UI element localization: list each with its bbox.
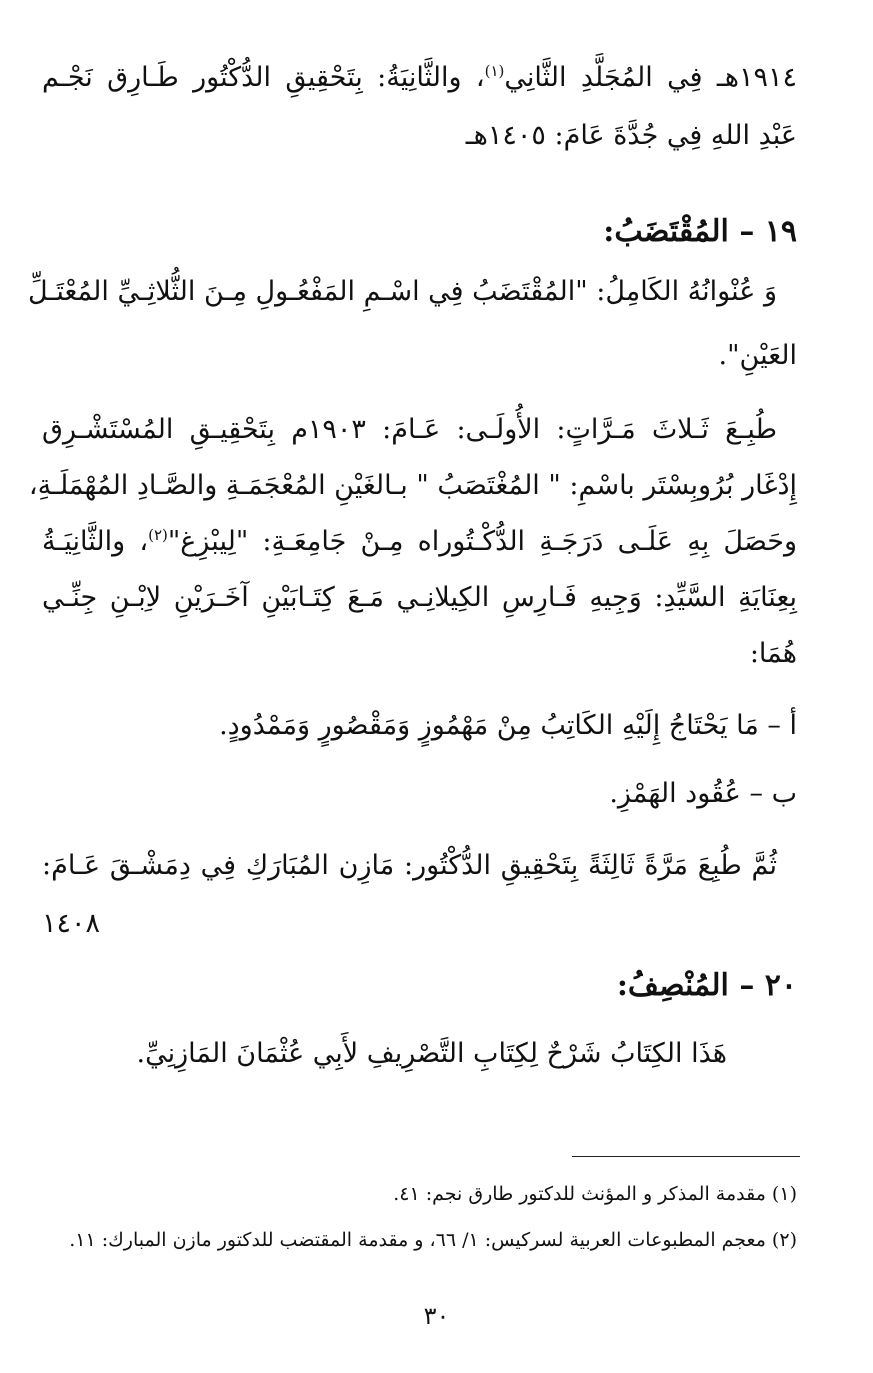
text-line-7: [42, 522, 797, 562]
list-item-b: ب – عُقُود الهَمْزِ.: [609, 778, 797, 809]
section-heading-20: ٢٠ – المُنْصِفُ:: [616, 968, 797, 1003]
footnote-ref-2[interactable]: (٢): [148, 526, 168, 544]
text-line-13: ١٤٠٨: [42, 908, 101, 939]
text-line-5: طُبِـعَ ثَـلاثَ مَـرَّاتٍ: الأُولَـى: عَـامَ: ١٩٠٣م بِتَحْقِيـقِ المُسْتَشْـرِق: [42, 414, 777, 445]
text-line-8: بِعِنَايَةِ السَّيِّدِ: وَجِيهِ فَـارِسِ الكِيلانِـي مَـعَ كِتَـابَيْنِ آخَـرَيْنِ لاِبْـنِ جِنِّـي: [42, 582, 797, 613]
text-line-6: إِدْغَار بُرُوبِسْتَر باسْمِ: " المُغْتَصَبُ " بـالغَيْنِ المُعْجَمَـةِ والصَّـادِ المُهْمَلَـةِ،: [28, 470, 797, 501]
text-line-4: العَيْنِ".: [718, 340, 797, 371]
line-7-part-a: وحَصَلَ بِهِ عَلَـى دَرَجَـةِ الدُّكْـتُوراه مِـنْ جَامِعَـةِ: "لِيبْزِغ": [167, 526, 797, 557]
line-1-part-b: ، والثَّانِيَةُ: بِتَحْقِيقِ الدُّكْتُور طَـارِق نَجْـم: [42, 62, 485, 93]
footnote-1: (١) مقدمة المذكر و المؤنث للدكتور طارق نجم: ٤١.: [393, 1183, 797, 1205]
section-heading-19: ١٩ – المُقْتَضَبُ:: [603, 214, 797, 249]
text-line-9: هُمَا:: [749, 638, 797, 669]
text-line-12: ثُمَّ طُبِعَ مَرَّةً ثَالِثَةً بِتَحْقِيقِ الدُّكْتُور: مَازِن المُبَارَكِ فِي دِمَشْـقَ عَـامَ:: [42, 850, 777, 881]
page-number: ٣٠: [423, 1302, 450, 1330]
text-line-3: وَ عُنْوانُهُ الكَامِلُ: "المُقْتَضَبُ فِي اسْـمِ المَفْعُـولِ مِـنَ الثُّلاثِـيِّ المُعْتَـلِّ: [28, 276, 777, 307]
text-line-14: هَذَا الكِتَابُ شَرْحٌ لِكِتَابِ التَّصْرِيفِ لأَبِي عُثْمَانَ المَازِنِيِّ.: [136, 1038, 727, 1069]
text-line-1: [42, 58, 797, 98]
line-1-part-a: ١٩١٤هـ فِي المُجَلَّدِ الثَّانِي: [504, 62, 797, 93]
footnote-ref-1[interactable]: (١): [484, 62, 505, 80]
text-line-2: عَبْدِ اللهِ فِي جُدَّةَ عَامَ: ١٤٠٥هـ: [465, 120, 797, 151]
line-7-part-b: ، والثَّانِيَـةُ: [42, 526, 149, 557]
list-item-a: أ – مَا يَحْتَاجُ إِلَيْهِ الكَاتِبُ مِنْ مَهْمُوزٍ وَمَقْصُورٍ وَمَمْدُودٍ.: [219, 710, 797, 741]
footnote-separator: [572, 1156, 800, 1157]
footnote-2: (٢) معجم المطبوعات العربية لسركيس: ١/ ٦٦، و مقدمة المقتضب للدكتور مازن المبارك: ١١.: [69, 1229, 797, 1251]
